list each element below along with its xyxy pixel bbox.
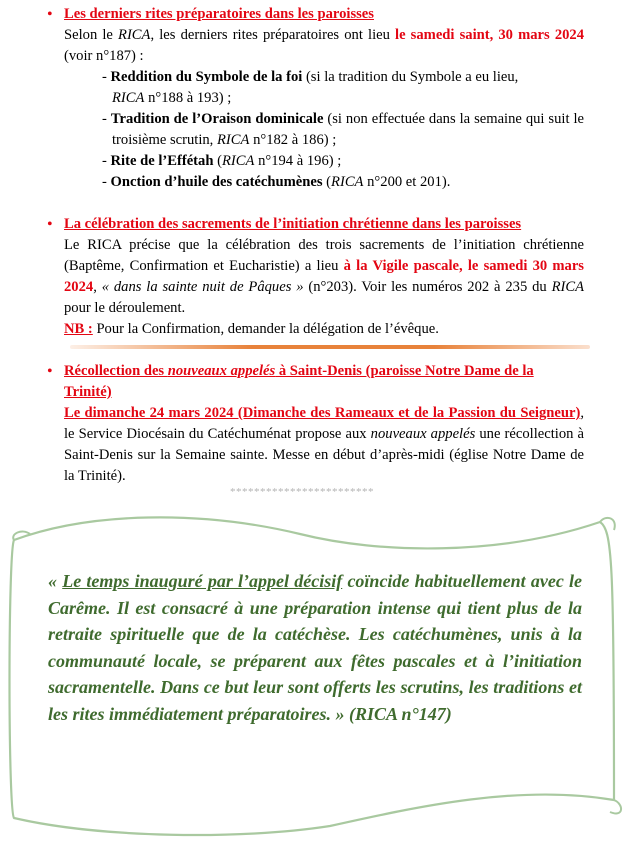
bullet-icon: • xyxy=(47,216,53,233)
list-item: - Onction d’huile des catéchumènes (RICA n°200 et 201). xyxy=(102,174,451,190)
section-sacraments xyxy=(47,214,585,340)
section-body: Le RICA précise que la célébration des trois sacrements de l’initiation chrétienne (Baptême, Confirmation et Eucharistie) a lieu à la Vigile pascale, le samedi 30 mars 2024, « dans la sainte nuit de Pâques » (n°203). Voir les numéros 202 à 235 du RICA pour le déroulement. xyxy=(64,237,585,316)
rite-list xyxy=(64,67,584,193)
note: NB : Pour la Confirmation, demander la délégation de l’évêque. xyxy=(64,321,439,337)
bullet-icon: • xyxy=(47,6,53,23)
section-rites xyxy=(47,4,585,193)
section-title: Les derniers rites préparatoires dans les paroisses xyxy=(64,6,374,22)
bullet-icon: • xyxy=(47,363,53,380)
separator-stars: ************************ xyxy=(230,486,374,498)
list-item: - Rite de l’Effétah (RICA n°194 à 196) ; xyxy=(102,153,342,169)
divider-line xyxy=(70,345,590,349)
rica-quote: « Le temps inauguré par l’appel décisif coïncide habituellement avec le Carême. Il est consacré à une préparation intense qui tient plus de la retraite spirituelle que de la catéchèse. Les catéchumènes, unis à la communauté locale, se préparent aux fêtes pascales et à l’initiation sacramentelle. Dans ce but leur sont offerts les scrutins, les traditions et les rites immédiatement préparatoires. » (RICA n°147) xyxy=(48,571,583,724)
section-title: Récollection des nouveaux appelés à Saint-Denis (paroisse Notre Dame de la Trinité) xyxy=(64,363,534,400)
section-title: La célébration des sacrements de l’initiation chrétienne dans les paroisses xyxy=(64,216,522,232)
section-body: Le dimanche 24 mars 2024 (Dimanche des Rameaux et de la Passion du Seigneur), le Service Diocésain du Catéchuménat propose aux nouveaux appelés une récollection à Saint-Denis sur la Semaine sainte. Messe en début d’après-midi (église Notre Dame de la Trinité). xyxy=(64,405,584,484)
list-item: - Tradition de l’Oraison dominicale (si non effectuée dans la semaine qui suit le troisième scrutin, RICA n°182 à 186) ; xyxy=(102,111,584,148)
section-intro: Selon le RICA, les derniers rites préparatoires ont lieu le samedi saint, 30 mars 2024 (voir n°187) : xyxy=(64,27,585,64)
section-recollection xyxy=(47,361,584,487)
list-item-cont: RICA n°188 à 193) ; xyxy=(112,90,232,106)
list-item: - Reddition du Symbole de la foi (si la tradition du Symbole a eu lieu, xyxy=(102,69,519,85)
